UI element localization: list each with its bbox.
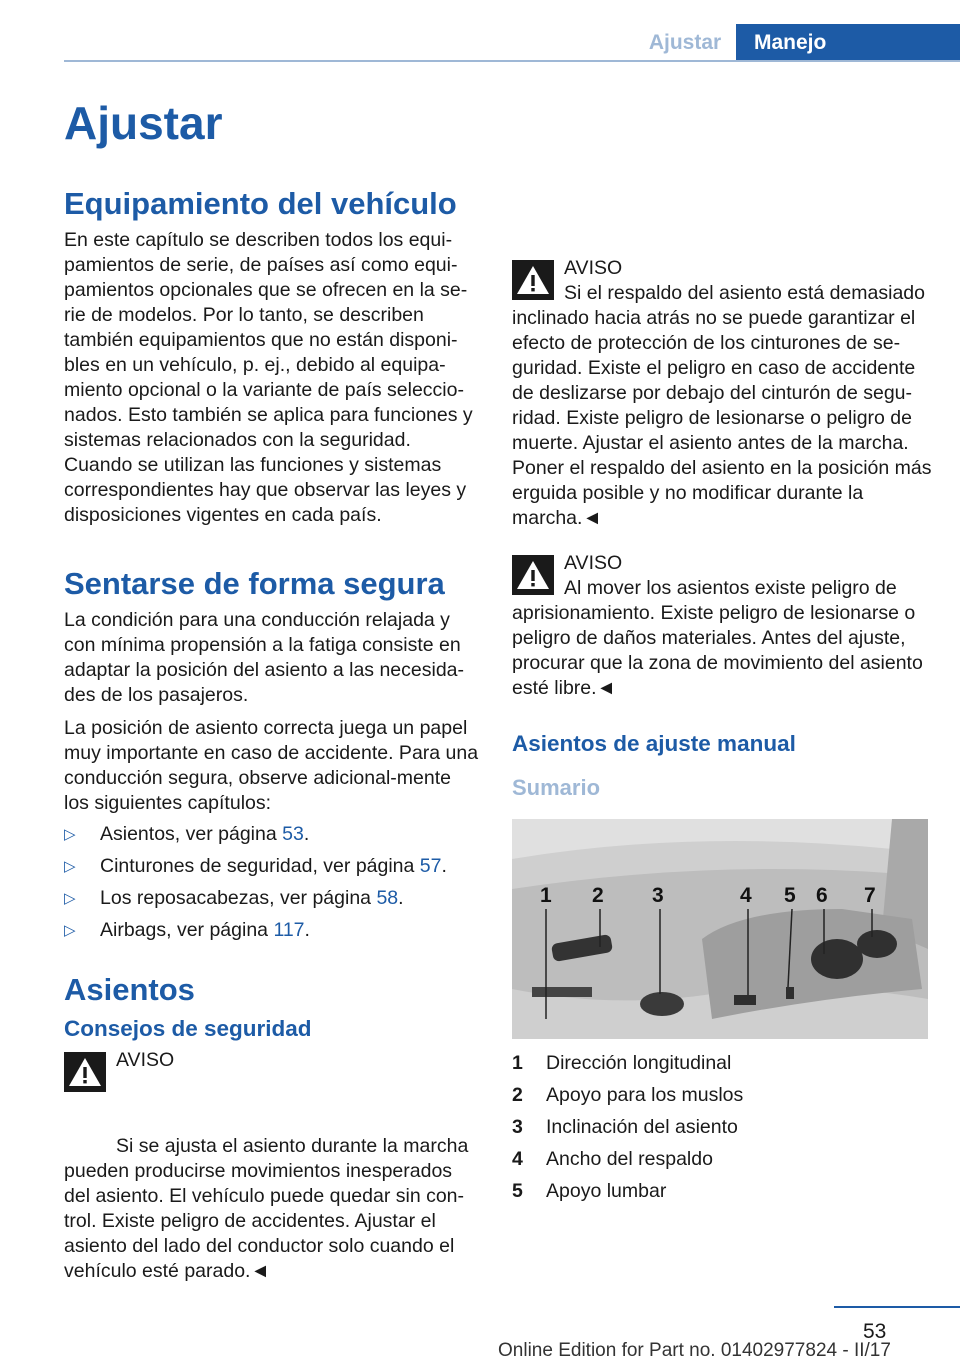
paragraph-posicion: La posición de asiento correcta juega un papel muy importante en caso de accidente. Para una conducción segura, observe adicional-mente los siguientes capítulos:: [64, 717, 479, 814]
left-column: [64, 184, 480, 1073]
page-link[interactable]: 58: [376, 887, 399, 909]
paragraph-equipamiento: En este capítulo se describen todos los equi-pamientos de serie, de países así como equi-pamientos opcionales que se ofrecen en la se-rie de modelos. Por lo tanto, se describen también equipamientos que no están disponi-bles en un vehículo, p. ej., debido al equipa-miento opcional o la variante de país seleccio-nados. Esto también se aplica para funciones y sistemas relacionados con la seguridad. Cuando se utilizan las funciones y sistemas correspondientes hay que observar las leyes y disposiciones vigentes en cada país.: [64, 229, 473, 526]
warning-text-container: [64, 1134, 480, 1284]
warning-block: [64, 1048, 480, 1073]
seat-illustration: [512, 819, 928, 1039]
figure-number: 5: [784, 884, 796, 907]
warning-block: [512, 551, 932, 701]
tab-ajustar[interactable]: Ajustar: [648, 31, 722, 54]
warning-block: [512, 256, 932, 531]
seat-adjustment-figure: [512, 819, 928, 1039]
page-link[interactable]: 117: [273, 919, 305, 941]
warning-text: Si se ajusta el asiento durante la marcha pueden producirse movimientos inesperados del asiento. El vehículo puede quedar sin con-trol. Existe peligro de accidentes. Ajustar el asiento del lado del conductor solo cuando el vehículo esté parado.◄: [64, 1135, 469, 1282]
figure-number: 7: [864, 884, 876, 907]
heading-ajuste-manual: Asientos de ajuste manual: [512, 731, 796, 756]
triangle-bullet-icon: ▷: [64, 858, 76, 875]
chapter-list: [64, 822, 480, 943]
triangle-bullet-icon: ▷: [64, 890, 76, 907]
legend-item: 5 Apoyo lumbar: [512, 1180, 667, 1202]
heading-equipamiento: Equipamiento del vehículo: [64, 186, 457, 221]
warning-text: Si el respaldo del asiento está demasiado inclinado hacia atrás no se puede garantizar el efecto de protección de los cinturones de se-guridad. Existe el peligro en caso de accidente de deslizarse por debajo del cinturón de segu-ridad. Existe peligro de lesionarse o peligro de muerte. Ajustar el asiento antes de la marcha. Poner el respaldo del asiento en la posición más erguida posible y no modificar durante la marcha.◄: [512, 282, 932, 529]
page-title: Ajustar: [64, 97, 223, 149]
footer-rule: [834, 1306, 960, 1308]
heading-sumario: Sumario: [512, 775, 601, 800]
legend-item: 2 Apoyo para los muslos: [512, 1084, 744, 1106]
warning-icon: [64, 1052, 106, 1092]
list-item: ▷ Los reposacabezas, ver página 58.: [64, 887, 404, 909]
triangle-bullet-icon: ▷: [64, 826, 76, 843]
page-number: 53: [863, 1320, 887, 1343]
heading-consejos: Consejos de seguridad: [64, 1016, 312, 1041]
edition-note: Online Edition for Part no. 01402977824 - II/17: [498, 1340, 891, 1361]
heading-sentarse: Sentarse de forma segura: [64, 566, 445, 601]
right-column: [512, 184, 932, 1211]
continued-text-spacer: [512, 184, 932, 236]
warning-icon: [512, 555, 554, 595]
legend-item: 4 Ancho del respaldo: [512, 1148, 713, 1170]
page-link[interactable]: 57: [419, 855, 442, 877]
list-item: ▷ Airbags, ver página 117.: [64, 919, 310, 941]
figure-number: 4: [740, 884, 752, 907]
tab-manejo[interactable]: Manejo: [736, 24, 960, 62]
heading-asientos: Asientos: [64, 972, 195, 1007]
page-link[interactable]: 53: [282, 823, 304, 845]
list-item: ▷ Asientos, ver página 53.: [64, 823, 310, 845]
figure-number: 2: [592, 884, 604, 907]
warning-text: Al mover los asientos existe peligro de aprisionamiento. Existe peligro de lesionarse o peligro de daños materiales. Antes del ajuste, procurar que la zona de movimiento del asiento esté libre.◄: [512, 577, 923, 699]
list-item: ▷ Cinturones de seguridad, ver página 57.: [64, 855, 447, 877]
warning-label: AVISO: [564, 552, 623, 574]
triangle-bullet-icon: ▷: [64, 922, 76, 939]
legend-item: 3 Inclinación del asiento: [512, 1116, 738, 1138]
figure-number: 3: [652, 884, 664, 907]
legend-item: 1 Dirección longitudinal: [512, 1052, 732, 1074]
figure-number: 6: [816, 884, 828, 907]
figure-number: 1: [540, 884, 552, 907]
paragraph-condicion: La condición para una conducción relajada y con mínima propensión a la fatiga consiste en adaptar la posición del asiento a las necesida-des de los pasajeros.: [64, 609, 465, 706]
legend-list: [512, 1051, 932, 1204]
warning-label: AVISO: [116, 1049, 175, 1071]
warning-icon: [512, 260, 554, 300]
warning-label: AVISO: [564, 257, 623, 279]
header-rule: [64, 60, 960, 62]
